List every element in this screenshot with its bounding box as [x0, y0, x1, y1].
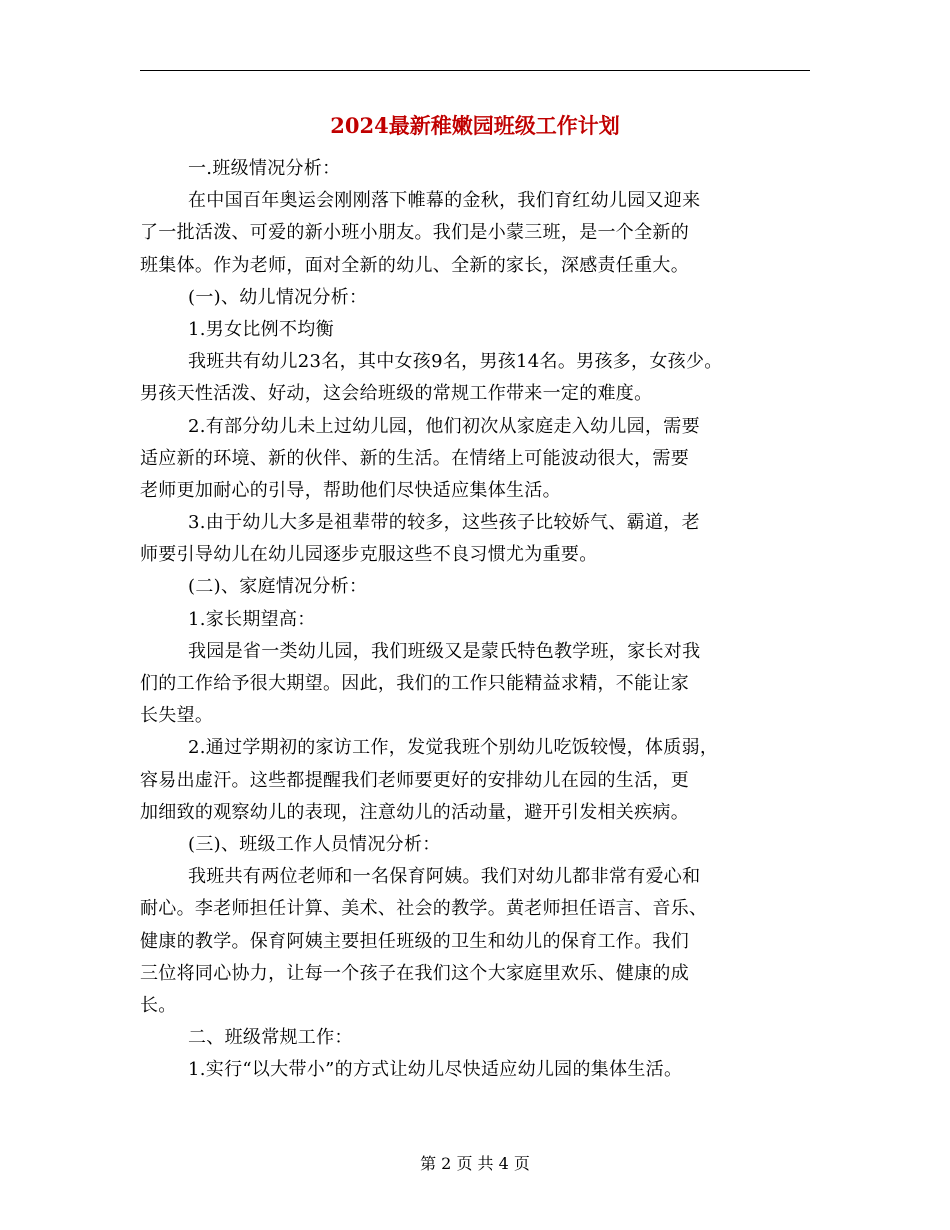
text-line: 加细致的观察幼儿的表现，注意幼儿的活动量，避开引发相关疾病。 — [140, 801, 689, 823]
page-number-footer: 第 2 页 共 4 页 — [420, 1154, 530, 1173]
text-line: 健康的教学。保育阿姨主要担任班级的卫生和幼儿的保育工作。我们 — [140, 930, 689, 952]
text-line: 2.有部分幼儿未上过幼儿园，他们初次从家庭走入幼儿园，需要 — [188, 415, 700, 437]
text-line: 2.通过学期初的家访工作，发觉我班个别幼儿吃饭较慢，体质弱， — [188, 737, 719, 759]
text-line: 长。 — [140, 994, 177, 1016]
text-line: 我班共有两位老师和一名保育阿姨。我们对幼儿都非常有爱心和 — [188, 866, 701, 888]
document-body — [140, 153, 840, 1086]
document-title: 2024最新稚嫩园班级工作计划 — [330, 113, 620, 138]
text-line: 老师更加耐心的引导，帮助他们尽快适应集体生活。 — [140, 479, 561, 501]
text-line: 二、班级常规工作： — [188, 1027, 353, 1049]
text-line: 了一批活泼、可爱的新小班小朋友。我们是小蒙三班，是一个全新的 — [140, 222, 689, 244]
text-line: 长失望。 — [140, 705, 214, 727]
text-line: 我班共有幼儿23名，其中女孩9名，男孩14名。男孩多，女孩少。 — [188, 351, 723, 373]
text-line: 师要引导幼儿在幼儿园逐步克服这些不良习惯尤为重要。 — [140, 544, 598, 566]
text-line: 1.家长期望高： — [188, 608, 316, 630]
text-line: 在中国百年奥运会刚刚落下帷幕的金秋，我们育红幼儿园又迎来 — [188, 190, 701, 212]
header-rule — [140, 70, 810, 71]
text-line: 耐心。李老师担任计算、美术、社会的教学。黄老师担任语言、音乐、 — [140, 898, 708, 920]
text-line: 1.男女比例不均衡 — [188, 318, 334, 340]
text-line: 男孩天性活泼、好动，这会给班级的常规工作带来一定的难度。 — [140, 383, 653, 405]
text-line: 1.实行“以大带小”的方式让幼儿尽快适应幼儿园的集体生活。 — [188, 1059, 683, 1081]
text-line: (三)、班级工作人员情况分析： — [188, 833, 441, 855]
text-line: 班集体。作为老师，面对全新的幼儿、全新的家长，深感责任重大。 — [140, 254, 689, 276]
text-line: 适应新的环境、新的伙伴、新的生活。在情绪上可能波动很大，需要 — [140, 447, 689, 469]
text-line: (二)、家庭情况分析： — [188, 576, 368, 598]
text-line: 们的工作给予很大期望。因此，我们的工作只能精益求精，不能让家 — [140, 673, 689, 694]
text-line: 我园是省一类幼儿园，我们班级又是蒙氏特色教学班，家长对我 — [188, 640, 701, 662]
text-line: (一)、幼儿情况分析： — [188, 286, 368, 308]
text-line: 一.班级情况分析： — [188, 158, 341, 179]
text-line: 容易出虚汗。这些都提醒我们老师要更好的安排幼儿在园的生活，更 — [140, 769, 689, 791]
text-line: 3.由于幼儿大多是祖辈带的较多，这些孩子比较娇气、霸道，老 — [188, 512, 700, 534]
text-line: 三位将同心协力，让每一个孩子在我们这个大家庭里欢乐、健康的成 — [140, 962, 689, 984]
